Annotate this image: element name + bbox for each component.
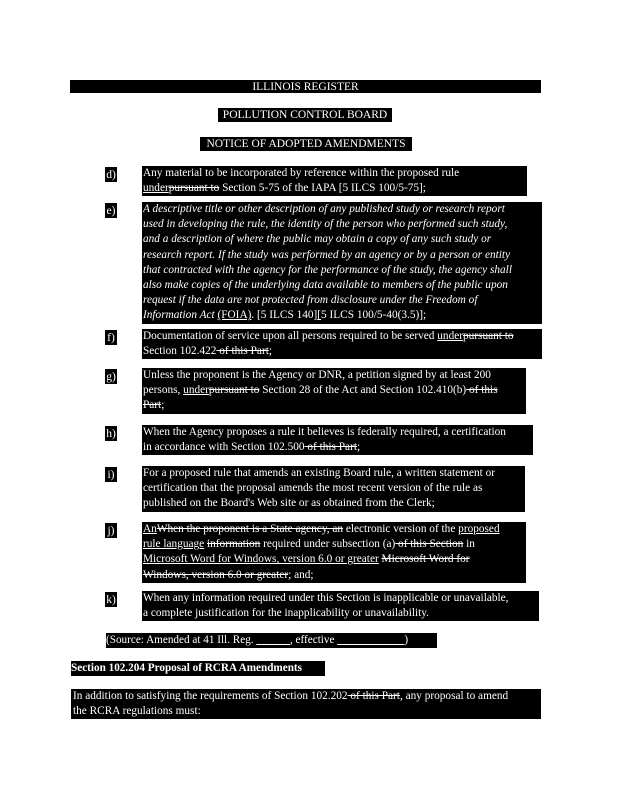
text-line [143,552,525,567]
text-segment: In addition to satisfying the requirements of Section 102.202 [73,690,348,702]
text-segment: pursuant to [208,384,260,397]
text-segment: ; and; [288,568,314,581]
item-text [142,591,539,621]
text-segment: in [463,538,475,551]
text-line [143,591,538,606]
section-heading: Section 102.204 Proposal of RCRA Amendments [71,661,325,676]
text-line [143,496,524,511]
text-segment: Section 102.422 [143,345,217,358]
text-segment: persons, [143,384,184,397]
text-segment: ; [161,399,165,412]
text-line [143,263,541,278]
text-segment: of this Part [216,345,269,358]
text-segment: Part [143,399,162,412]
text-segment: ; [356,441,361,454]
item-label: f) [105,330,117,345]
item-text [142,466,525,512]
source-note: (Source: Amended at 41 Ill. Reg. ______, effective ____________) [106,633,437,648]
text-segment: Section 28 of the Act and Section 102.410(b) [259,384,467,397]
text-segment: 5 ILCS 100/5-40(3.5)]; [321,309,427,322]
text-line [143,606,538,621]
text-line [143,181,526,196]
text-segment: pursuant to [168,182,220,195]
item-text [142,522,526,583]
text-segment: under [437,330,463,342]
text-segment: ; [268,345,272,358]
text-segment: a complete justification for the inapplicability or unavailability. [143,607,429,620]
text-line [143,368,525,383]
item-text [142,425,533,455]
text-segment: When the Agency proposes a rule it believes is federally required, a certification [143,426,506,438]
text-line [143,568,525,583]
text-line [143,248,541,263]
item-label: g) [106,371,116,383]
notice-title: NOTICE OF ADOPTED AMENDMENTS [206,138,406,150]
text-segment: For a proposed rule that amends an existing Board rule, a written statement or [143,467,495,479]
text-segment: certification that the proposal amends the most recent version of the rule as [143,482,483,495]
text-line [143,217,541,232]
text-segment: also make copies of the underlying data available to members of the public upon [143,278,508,291]
text-segment: Microsoft Word for [381,553,470,566]
text-segment: Windows, version 6.0 or greater [143,568,289,581]
text-line [143,344,541,359]
text-segment: of this Section [395,538,464,551]
text-segment: the RCRA regulations must: [73,705,201,718]
text-segment: , any proposal to amend [399,690,509,702]
text-segment: and a description of where the public may obtain a copy of any such study or [143,233,492,246]
text-segment: Unless the proponent is the Agency or DNR, a petition signed by at least 200 [143,369,491,381]
text-segment: Information Act [143,309,218,322]
text-segment: used in developing the rule, the identity of the person who performed such study, [143,218,508,231]
item-text [142,166,527,196]
text-segment: An [143,523,157,535]
text-segment: pursuant to [463,330,514,342]
text-segment: under [143,182,169,195]
text-segment: published on the Board's Web site or as obtained from the Clerk; [143,497,435,510]
source-blank-reg: ______ [256,634,290,646]
item-text [142,329,542,359]
text-line [143,329,541,344]
text-segment: electronic version of the [343,523,459,535]
text-line [143,202,541,217]
text-segment: required under subsection (a) [260,538,396,551]
text-line [143,278,541,293]
item-label: k) [106,594,116,606]
text-segment: of this [466,384,498,397]
item-text [142,368,526,414]
text-segment: (FOIA) [217,309,252,322]
text-line [143,308,541,323]
text-line [143,383,525,398]
text-segment: A descriptive title or other description of any published study or research report [143,203,505,215]
item-label: d) [106,169,116,181]
text-segment: . [5 ILCS 140] [251,309,318,322]
text-segment: proposed [458,523,500,535]
register-title: ILLINOIS REGISTER [252,81,359,93]
text-segment: Microsoft Word for Windows, version 6.0 or greater [143,553,379,566]
section-body [71,689,541,719]
text-segment: Any material to be incorporated by reference within the proposed rule [143,167,460,179]
source-blank-effective: ____________ [337,634,405,646]
text-segment: When any information required under this Section is inapplicable or unavailable, [143,592,509,604]
text-line [143,398,525,413]
text-segment: information [207,538,261,551]
text-segment: Documentation of service upon all persons required to be served [143,330,438,342]
text-segment: that contracted with the agency for the performance of the study, the agency shall [143,263,512,276]
item-label: i) [105,467,117,482]
register-header [70,80,541,93]
text-segment: request if the data are not protected from disclosure under the Freedom of [143,294,478,307]
text-segment: Section 5-75 of the IAPA [5 ILCS 100/5-75]; [219,182,426,195]
text-segment: When the proponent is a State agency, an [156,523,344,535]
item-label: e) [106,205,116,217]
text-line [143,232,541,247]
text-line [143,293,541,308]
text-line [143,166,526,181]
board-header [218,108,392,122]
board-title: POLLUTION CONTROL BOARD [222,109,388,121]
text-segment: rule language [143,538,205,551]
text-line [73,704,539,719]
text-segment: [ [317,309,322,322]
text-segment: under [183,384,209,397]
text-line [143,425,532,440]
text-segment: of this Part [347,690,400,702]
text-line [143,537,525,552]
item-label: h) [106,428,116,440]
text-line [143,440,532,455]
text-segment: in accordance with Section 102.500 [143,441,305,454]
item-text [142,202,542,324]
text-segment: research report. If the study was performed by an agency or by a person or entity [143,248,511,261]
text-line [143,466,524,481]
item-label: j) [105,523,117,538]
text-segment: of this Part [304,441,357,454]
text-line [73,689,539,704]
text-line [143,481,524,496]
text-line [143,522,525,537]
notice-header [200,137,412,151]
